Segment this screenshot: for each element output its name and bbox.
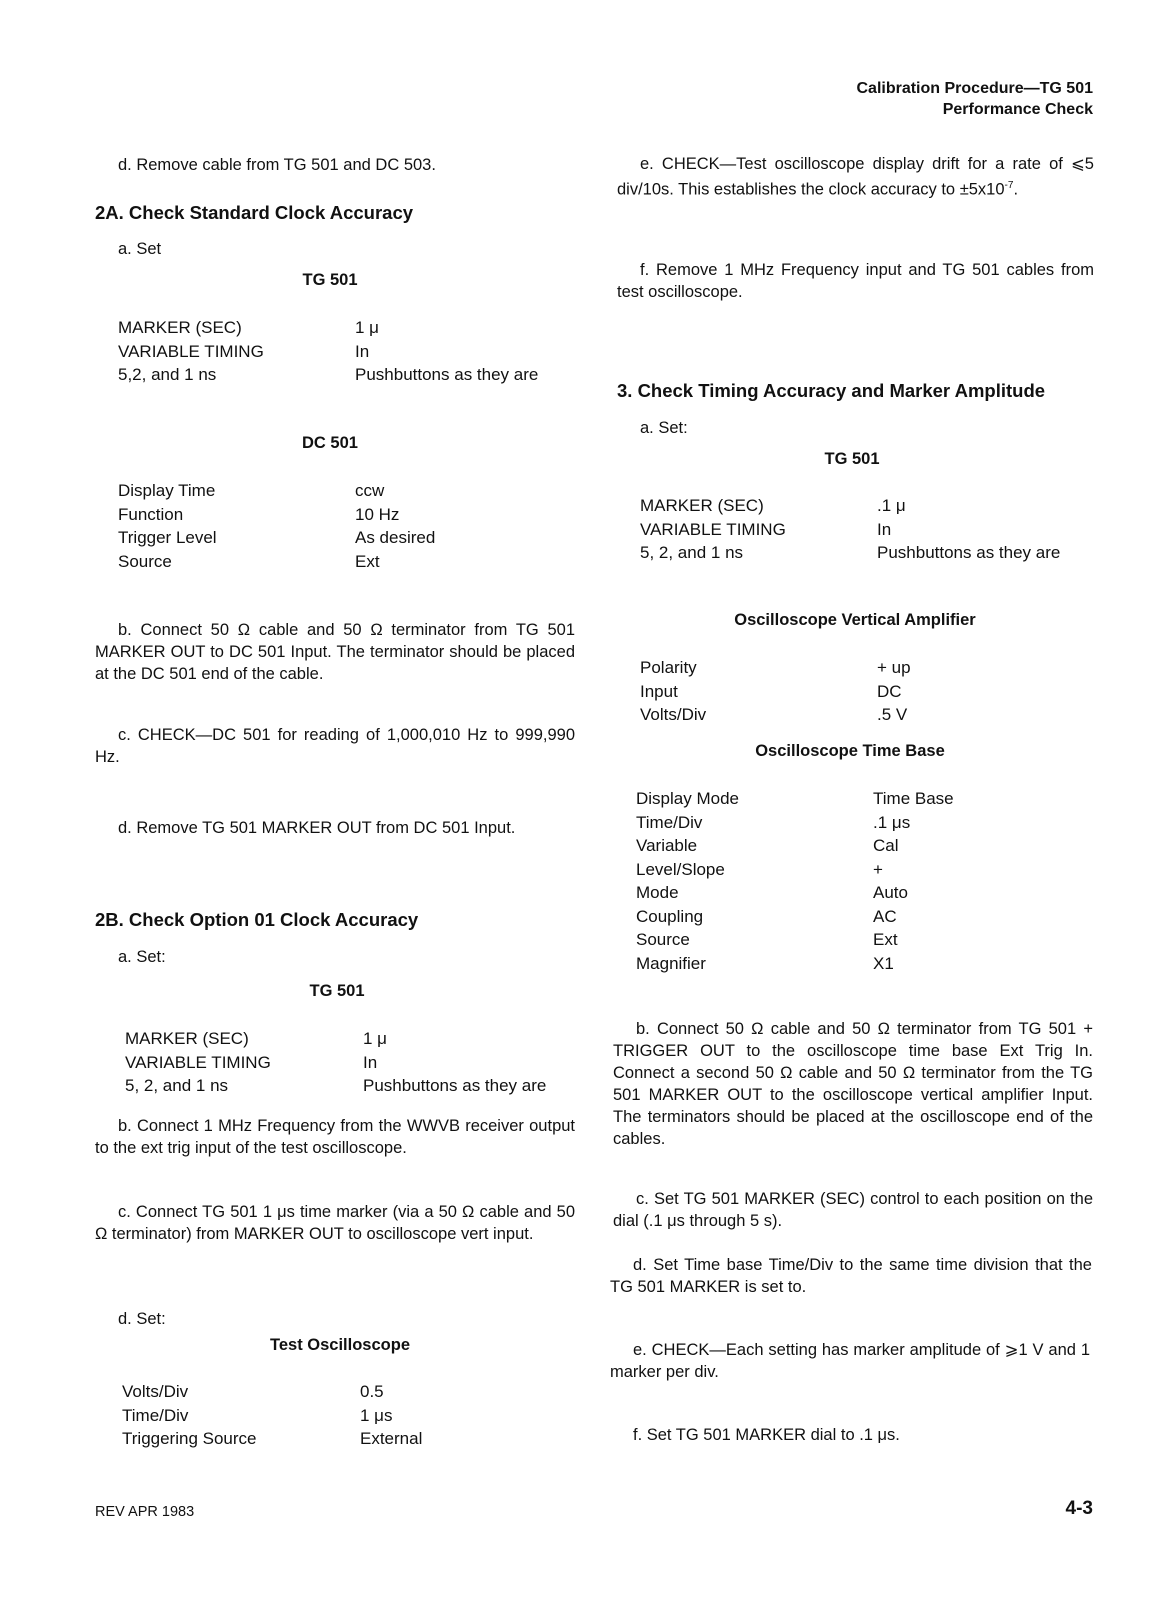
settings-table-tg501-2b xyxy=(125,1027,585,1098)
step-3-d: d. Set Time base Time/Div to the same time division that the TG 501 MARKER is set to. xyxy=(610,1256,1092,1296)
setting-value: In xyxy=(877,519,892,539)
setting-label: 5, 2, and 1 ns xyxy=(640,543,744,562)
settings-table-time-base xyxy=(636,787,1096,975)
table-row xyxy=(640,680,1100,704)
setting-label: Display Time xyxy=(118,481,216,500)
setting-label: Time/Div xyxy=(122,1405,189,1425)
table-row xyxy=(636,787,1096,811)
step-2a-a: a. Set xyxy=(118,240,162,258)
table-row xyxy=(118,363,588,387)
table-row xyxy=(125,1074,585,1098)
setting-label: Display Mode xyxy=(636,789,739,808)
setting-label: Trigger Level xyxy=(118,528,217,547)
running-header xyxy=(856,78,1093,120)
table-row xyxy=(118,550,588,574)
setting-value: 1 μ xyxy=(363,1029,387,1048)
table-row xyxy=(636,811,1096,835)
setting-value: .1 μs xyxy=(873,812,911,832)
setting-label: MARKER (SEC) xyxy=(640,496,764,515)
setting-value: In xyxy=(355,341,370,361)
settings-table-tg501-2a xyxy=(118,316,588,387)
setting-value: .5 V xyxy=(877,705,908,724)
setting-value: + up xyxy=(877,658,911,677)
settings-table-test-oscilloscope xyxy=(122,1380,582,1451)
table-row xyxy=(122,1427,582,1451)
step-2b-a: a. Set: xyxy=(118,948,166,966)
table-title-tg501-2b: TG 501 xyxy=(309,982,365,1000)
setting-value: External xyxy=(360,1429,423,1448)
step-3-e: e. CHECK—Each setting has marker amplitude of ⩾1 V and 1 marker per div. xyxy=(610,1341,1090,1381)
setting-value: ccw xyxy=(355,481,385,500)
table-row xyxy=(640,518,1100,542)
step-3-f: f. Set TG 501 MARKER dial to .1 μs. xyxy=(633,1426,900,1444)
page-number: 4-3 xyxy=(1065,1498,1093,1519)
settings-table-tg501-3 xyxy=(640,494,1100,565)
table-row xyxy=(636,905,1096,929)
setting-value: DC xyxy=(877,681,902,701)
setting-label: 5,2, and 1 ns xyxy=(118,365,217,384)
setting-value: Auto xyxy=(873,883,908,902)
setting-value: AC xyxy=(873,906,897,926)
setting-value: Time Base xyxy=(873,789,954,808)
setting-label: Source xyxy=(118,551,172,571)
table-row xyxy=(636,952,1096,976)
setting-label: VARIABLE TIMING xyxy=(118,341,264,361)
table-row xyxy=(640,656,1100,680)
setting-label: Coupling xyxy=(636,906,704,926)
setting-value: Cal xyxy=(873,836,899,855)
table-row xyxy=(118,316,588,340)
step-2b-b: b. Connect 1 MHz Frequency from the WWVB receiver output to the ext trig input of the test oscilloscope. xyxy=(95,1117,575,1157)
section-2b-heading: 2B. Check Option 01 Clock Accuracy xyxy=(95,909,419,930)
table-row xyxy=(640,541,1100,565)
table-row xyxy=(636,858,1096,882)
setting-label: MARKER (SEC) xyxy=(125,1029,249,1048)
table-title-time-base: Oscilloscope Time Base xyxy=(755,742,945,760)
table-title-test-oscilloscope: Test Oscilloscope xyxy=(270,1336,410,1354)
setting-label: Triggering Source xyxy=(122,1429,257,1448)
step-text: e. CHECK—Test oscilloscope display drift for a rate of ⩽5 div/10s. This establishes the clock accuracy to ±5x10 xyxy=(617,155,1094,199)
table-row xyxy=(122,1404,582,1428)
step-3-c: c. Set TG 501 MARKER (SEC) control to each position on the dial (.1 μs through 5 s). xyxy=(613,1190,1093,1230)
step-2a-c: c. CHECK—DC 501 for reading of 1,000,010 Hz to 999,990 Hz. xyxy=(95,726,575,766)
setting-value: 1 μs xyxy=(360,1405,393,1425)
setting-label: Function xyxy=(118,504,184,524)
setting-value: 0.5 xyxy=(360,1382,384,1401)
setting-label: Time/Div xyxy=(636,812,703,832)
step-2a-d: d. Remove TG 501 MARKER OUT from DC 501 Input. xyxy=(118,819,516,837)
setting-label: MARKER (SEC) xyxy=(118,318,242,337)
section-2a-heading: 2A. Check Standard Clock Accuracy xyxy=(95,202,414,223)
setting-label: Volts/Div xyxy=(640,705,707,724)
exponent: -7 xyxy=(1004,180,1014,191)
setting-label: 5, 2, and 1 ns xyxy=(125,1076,229,1095)
table-row xyxy=(118,526,588,550)
setting-label: VARIABLE TIMING xyxy=(125,1052,271,1072)
setting-value: 10 Hz xyxy=(355,504,400,524)
table-row xyxy=(640,494,1100,518)
table-row xyxy=(640,703,1100,727)
table-row xyxy=(122,1380,582,1404)
header-title: Calibration Procedure—TG 501 xyxy=(856,80,1093,97)
setting-value: Ext xyxy=(355,551,380,571)
setting-value: Pushbuttons as they are xyxy=(363,1076,547,1095)
table-row xyxy=(636,928,1096,952)
table-title-vertical-amplifier: Oscilloscope Vertical Amplifier xyxy=(734,611,976,629)
step-2b-f: f. Remove 1 MHz Frequency input and TG 501 cables from test oscilloscope. xyxy=(617,261,1094,301)
setting-value: Pushbuttons as they are xyxy=(877,543,1061,562)
header-subtitle: Performance Check xyxy=(942,101,1093,118)
settings-table-dc501 xyxy=(118,479,588,573)
step-3-b: b. Connect 50 Ω cable and 50 Ω terminator from TG 501 + TRIGGER OUT to the oscilloscope time base Ext Trig In. Connect a second 50 Ω cable and 50 Ω terminator from the TG 501 MARKER OUT to the oscilloscope vertical amplifier Input. The terminators should be placed at the oscilloscope end of the cables. xyxy=(613,1020,1093,1148)
table-row xyxy=(118,503,588,527)
setting-value: As desired xyxy=(355,528,436,547)
step-2b-d: d. Set: xyxy=(118,1310,166,1328)
table-row xyxy=(125,1051,585,1075)
table-title-dc501: DC 501 xyxy=(302,434,358,452)
setting-label: Mode xyxy=(636,883,679,902)
setting-label: Magnifier xyxy=(636,953,706,973)
revision-date: REV APR 1983 xyxy=(95,1504,195,1520)
setting-label: Input xyxy=(640,681,678,701)
setting-label: Source xyxy=(636,930,690,949)
setting-label: VARIABLE TIMING xyxy=(640,519,786,539)
setting-value: .1 μ xyxy=(877,496,906,515)
step-2b-e-check xyxy=(617,153,1094,201)
section-3-heading: 3. Check Timing Accuracy and Marker Amplitude xyxy=(617,380,1046,401)
setting-value: Pushbuttons as they are xyxy=(355,365,539,384)
setting-label: Polarity xyxy=(640,658,697,677)
table-row xyxy=(118,340,588,364)
step-2b-c: c. Connect TG 501 1 μs time marker (via a 50 Ω cable and 50 Ω terminator) from MARKER OUT to oscilloscope vert input. xyxy=(95,1203,575,1243)
step-text-end: . xyxy=(1013,180,1019,199)
settings-table-vertical-amplifier xyxy=(640,656,1100,727)
setting-value: Ext xyxy=(873,930,898,949)
step-3-a: a. Set: xyxy=(640,419,688,437)
setting-label: Volts/Div xyxy=(122,1382,189,1401)
table-row xyxy=(636,834,1096,858)
setting-label: Variable xyxy=(636,836,698,855)
setting-label: Level/Slope xyxy=(636,859,725,879)
step-d-remove-cable: d. Remove cable from TG 501 and DC 503. xyxy=(118,156,436,174)
setting-value: 1 μ xyxy=(355,318,379,337)
step-2a-b: b. Connect 50 Ω cable and 50 Ω terminator from TG 501 MARKER OUT to DC 501 Input. The terminator should be placed at the DC 501 end of the cable. xyxy=(95,621,575,683)
table-row xyxy=(118,479,588,503)
table-row xyxy=(125,1027,585,1051)
setting-value: + xyxy=(873,859,883,879)
setting-value: X1 xyxy=(873,953,894,973)
table-title-tg501: TG 501 xyxy=(302,271,358,289)
setting-value: In xyxy=(363,1052,378,1072)
table-title-tg501-3: TG 501 xyxy=(824,450,880,468)
table-row xyxy=(636,881,1096,905)
